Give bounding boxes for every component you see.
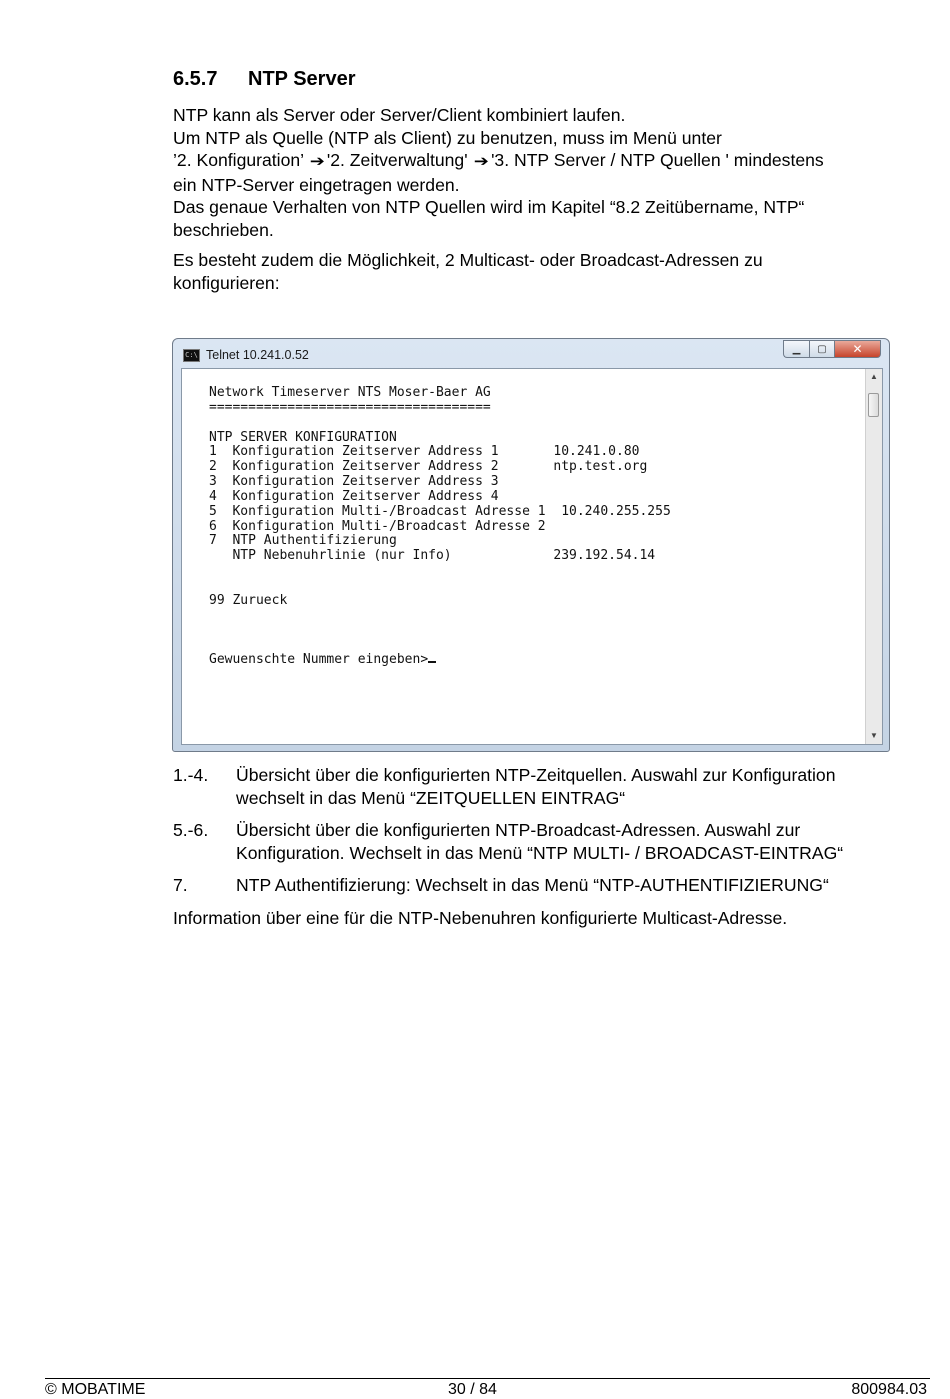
console-line: 5 Konfiguration Multi-/Broadcast Adresse 1 10.240.255.255 [209,503,671,519]
console-line: 2 Konfiguration Zeitserver Address 2 ntp.test.org [209,459,648,475]
console-line: NTP SERVER KONFIGURATION [209,429,397,445]
console-output [209,386,671,668]
arrow-right-icon: ➔ [474,153,490,170]
footer-page-number: 30 / 84 [448,1381,497,1398]
section-number: 6.5.7 [173,68,218,90]
console-line: Network Timeserver NTS Moser-Baer AG [209,385,491,400]
console-line: 1 Konfiguration Zeitserver Address 1 10.241.0.80 [209,444,640,460]
list-item-line: wechselt in das Menü “ZEITQUELLEN EINTRAG“ [236,787,626,808]
footer-doc-number: 800984.03 [851,1381,927,1398]
console-prompt[interactable]: Gewuenschte Nummer eingeben> [209,652,429,668]
maximize-button[interactable]: ▢ [809,340,835,358]
telnet-window [172,338,890,752]
close-button[interactable]: ✕ [835,340,881,358]
intro-line-3 [173,149,824,174]
cmd-icon: C:\ [183,349,200,362]
intro-line-6: beschrieben. [173,219,274,240]
list-item-line: Konfiguration. Wechselt in das Menü “NTP MULTI- / BROADCAST-EINTRAG“ [236,842,844,863]
list-item-number: 7. [173,875,188,895]
console-line: ==================================== [209,399,491,415]
footer-copyright: © MOBATIME [45,1381,146,1398]
intro-line-3c: '3. NTP Server / NTP Quellen ' mindestens [491,150,824,170]
console-line: NTP Nebenuhrlinie (nur Info) 239.192.54.14 [209,548,656,564]
intro-line-3b: '2. Zeitverwaltung' [326,150,468,170]
list-item [173,764,835,809]
section-title: NTP Server [248,68,356,90]
arrow-right-icon: ➔ [310,153,326,170]
scroll-up-icon[interactable]: ▲ [870,372,878,381]
list-item [173,874,829,897]
intro-line-4: ein NTP-Server eingetragen werden. [173,174,460,195]
info-paragraph: Information über eine für die NTP-Nebenuhren konfigurierte Multicast-Adresse. [173,908,788,928]
multicast-paragraph [173,249,763,294]
section-heading [173,68,355,91]
multicast-line-1: Es besteht zudem die Möglichkeit, 2 Multicast- oder Broadcast-Adressen zu [173,250,763,270]
telnet-title-bar [183,345,309,365]
console-line: 3 Konfiguration Zeitserver Address 3 [209,474,499,490]
scrollbar-thumb[interactable] [868,393,879,417]
multicast-line-2: konfigurieren: [173,272,280,293]
list-item [173,819,843,864]
list-item-number: 1.-4. [173,765,209,785]
intro-line-1: NTP kann als Server oder Server/Client kombiniert laufen. [173,105,626,125]
intro-paragraph [173,104,824,241]
vertical-scrollbar[interactable] [865,369,882,744]
list-item-line: Übersicht über die konfigurierten NTP-Zeitquellen. Auswahl zur Konfiguration [236,765,836,785]
intro-line-5: Das genaue Verhalten von NTP Quellen wird im Kapitel “8.2 Zeitübername, NTP“ [173,197,805,217]
console-line: 4 Konfiguration Zeitserver Address 4 [209,488,499,504]
console-line: 99 Zurueck [209,592,288,608]
list-item-line: NTP Authentifizierung: Wechselt in das Menü “NTP-AUTHENTIFIZIERUNG“ [236,875,829,895]
console-line: 7 NTP Authentifizierung [209,533,397,549]
telnet-console[interactable] [181,368,883,745]
list-item-line: Übersicht über die konfigurierten NTP-Broadcast-Adressen. Auswahl zur [236,820,801,840]
text-cursor [428,661,436,663]
minimize-button[interactable]: ▁ [783,340,809,358]
window-controls [783,340,881,358]
scroll-down-icon[interactable]: ▼ [870,731,878,740]
list-item-number: 5.-6. [173,820,209,840]
console-line: 6 Konfiguration Multi-/Broadcast Adresse 2 [209,518,546,534]
telnet-window-title: Telnet 10.241.0.52 [206,348,309,362]
intro-line-2: Um NTP als Quelle (NTP als Client) zu benutzen, muss im Menü unter [173,127,722,148]
footer-divider [45,1378,930,1379]
intro-line-3a: ’2. Konfiguration’ [173,150,304,170]
